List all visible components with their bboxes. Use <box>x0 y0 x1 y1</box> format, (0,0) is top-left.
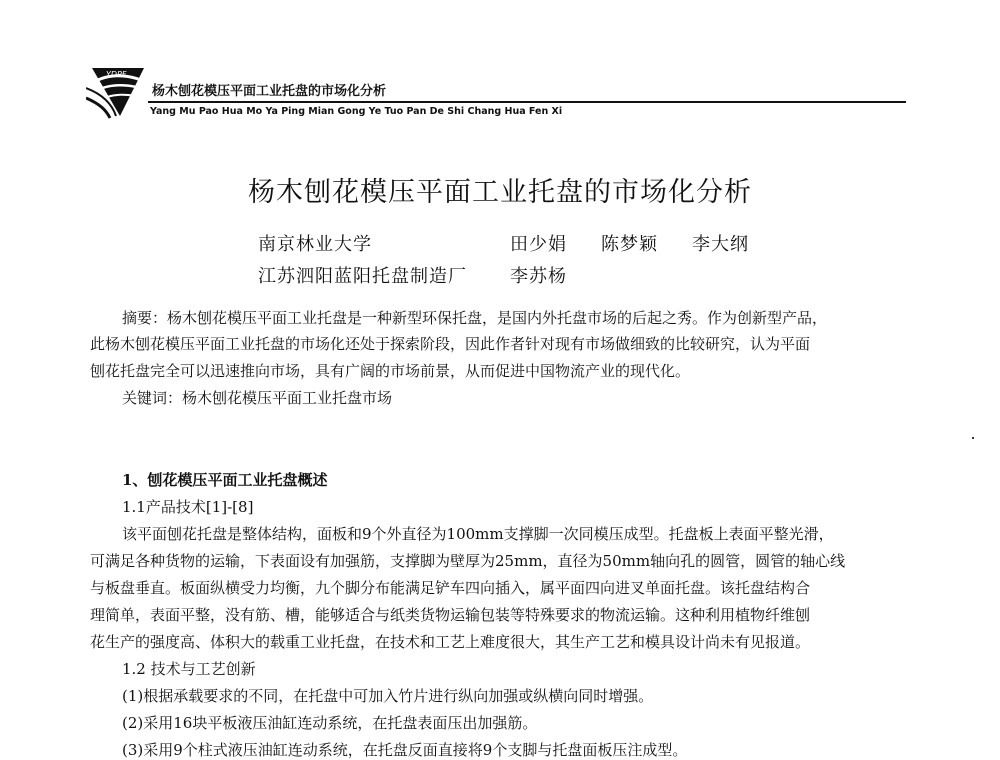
innovation-item: (3)采用9个柱式液压油缸连动系统，在托盘反面直接将9个支脚与托盘面板压注成型。 <box>122 741 688 759</box>
header-rule <box>148 101 906 103</box>
affiliation-2: 江苏泗阳蓝阳托盘制造厂 <box>258 266 467 287</box>
author-name: 陈梦颖 <box>601 234 658 255</box>
journal-logo-icon <box>86 64 148 120</box>
abstract-line: 此杨木刨花模压平面工业托盘的市场化还处于探索阶段，因此作者针对现有市场做细致的比较研究，认为平面 <box>90 335 811 353</box>
section-heading: 1、刨花模压平面工业托盘概述 <box>122 471 328 489</box>
stray-mark <box>972 437 974 439</box>
running-header-pinyin: Yang Mu Pao Hua Mo Ya Ping Mian Gong Ye Tuo Pan De Shi Chang Hua Fen Xi <box>150 106 563 117</box>
body-line: 该平面刨花托盘是整体结构，面板和9个外直径为100mm支撑脚一次同模压成型。托盘板上表面平整光滑， <box>122 525 834 543</box>
abstract-line: 摘要：杨木刨花模压平面工业托盘是一种新型环保托盘，是国内外托盘市场的后起之秀。作为创新型产品， <box>122 309 828 327</box>
running-header <box>0 0 1000 130</box>
author-name: 李大纲 <box>692 234 749 255</box>
body-line: 花生产的强度高、体积大的载重工业托盘，在技术和工艺上难度很大，其生产工艺和模具设计尚未有见报道。 <box>90 633 811 651</box>
body-line: 与板盘垂直。板面纵横受力均衡，九个脚分布能满足铲车四向插入，属平面四向进叉单面托盘。该托盘结构合 <box>90 579 811 597</box>
subsection-heading: 1.1产品技术[1]-[8] <box>122 498 254 516</box>
body-line: 理简单，表面平整，没有筋、槽，能够适合与纸类货物运输包装等特殊要求的物流运输。这种利用植物纤维刨 <box>90 606 811 624</box>
author-name: 田少娟 <box>510 234 567 255</box>
paper-title: 杨木刨花模压平面工业托盘的市场化分析 <box>248 177 752 208</box>
affiliation-1: 南京林业大学 <box>258 234 372 255</box>
running-header-title: 杨木刨花模压平面工业托盘的市场化分析 <box>152 84 387 99</box>
logo-text: YDPF <box>106 70 127 79</box>
body-line: 可满足各种货物的运输，下表面设有加强筋，支撑脚为壁厚为25mm，直径为50mm轴向孔的圆管，圆管的轴心线 <box>90 552 846 570</box>
subsection-heading: 1.2 技术与工艺创新 <box>122 660 256 678</box>
abstract-line: 刨花托盘完全可以迅速推向市场，具有广阔的市场前景，从而促进中国物流产业的现代化。 <box>90 362 691 380</box>
innovation-item: (1)根据承载要求的不同，在托盘中可加入竹片进行纵向加强或纵横向同时增强。 <box>122 687 654 705</box>
author-name: 李苏杨 <box>510 266 567 287</box>
keywords: 关键词：杨木刨花模压平面工业托盘市场 <box>122 389 393 407</box>
innovation-item: (2)采用16块平板液压油缸连动系统，在托盘表面压出加强筋。 <box>122 714 538 732</box>
